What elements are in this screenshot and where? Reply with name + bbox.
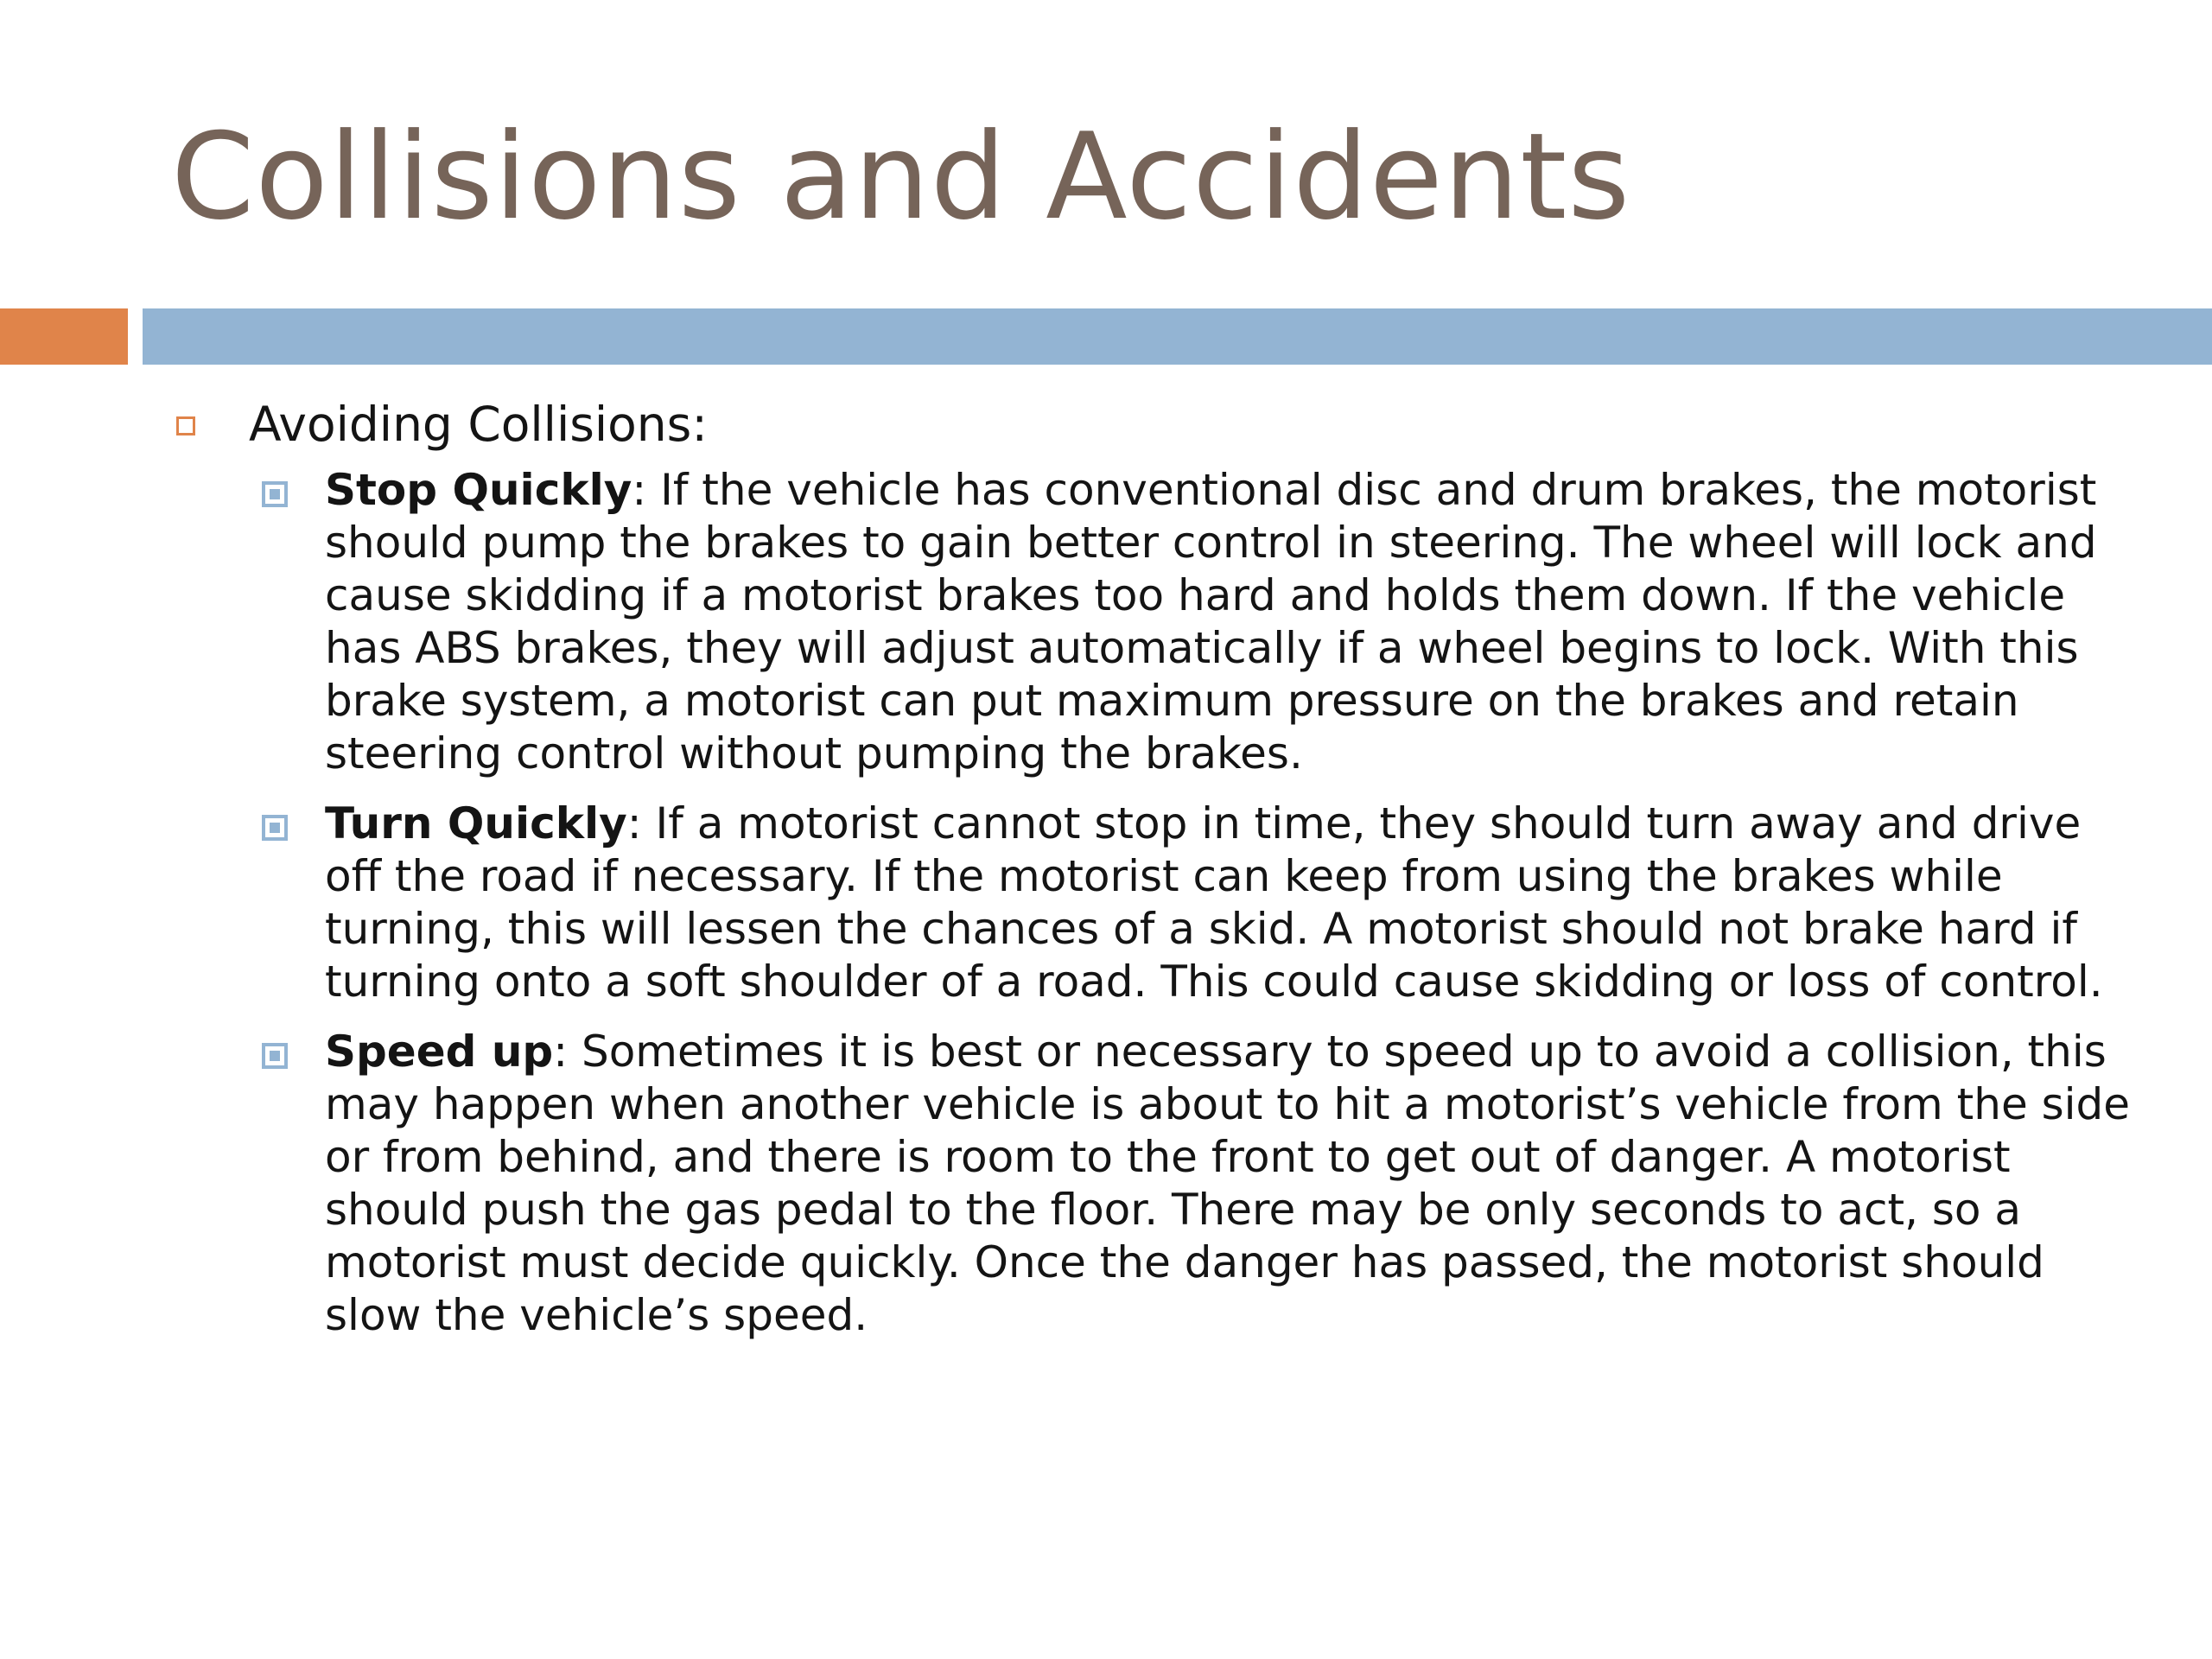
bullet-term: Speed up: [325, 1027, 554, 1077]
bullet-text: : If a motorist cannot stop in time, they should turn away and drive off the road if necessary. If the motorist can keep from using the brakes while turning, this will lessen the chances of a skid. A motorist should not brake hard if turning onto a soft shoulder of a road. This could cause skidding or loss of control.: [325, 798, 2103, 1007]
sub-bullet-list: [171, 464, 2131, 1342]
square-bullet-icon: [262, 815, 288, 841]
sub-bullet-speed-up: [171, 1026, 2133, 1342]
accent-bar-blue: [143, 308, 2212, 365]
main-bullet-item: [171, 393, 2107, 455]
accent-bar-orange: [0, 308, 128, 365]
sub-bullet-stop-quickly: [171, 464, 2133, 780]
main-bullet-text: Avoiding Collisions:: [249, 397, 708, 452]
bullet-term: Stop Quickly: [325, 465, 632, 515]
bullet-term: Turn Quickly: [325, 798, 627, 849]
slide-title: Collisions and Accidents: [171, 107, 1631, 246]
bullet-text: : Sometimes it is best or necessary to speed up to avoid a collision, this may happen when another vehicle is about to hit a motorist’s vehicle from the side or from behind, and there is room to the front to get out of danger. A motorist should push the gas pedal to the floor. There may be only seconds to act, so a motorist must decide quickly. Once the danger has passed, the motorist should slow the vehicle’s speed.: [325, 1027, 2131, 1340]
slide-content: [171, 393, 2131, 1359]
hollow-square-bullet-icon: [176, 416, 195, 435]
bullet-text: : If the vehicle has conventional disc and drum brakes, the motorist should pump the brakes to gain better control in steering. The wheel will lock and cause skidding if a motorist brakes too hard and holds them down. If the vehicle has ABS brakes, they will adjust automatically if a wheel begins to lock. With this brake system, a motorist can put maximum pressure on the brakes and retain steering control without pumping the brakes.: [325, 465, 2097, 779]
square-bullet-icon: [262, 1043, 288, 1069]
sub-bullet-turn-quickly: [171, 798, 2133, 1008]
square-bullet-icon: [262, 481, 288, 507]
